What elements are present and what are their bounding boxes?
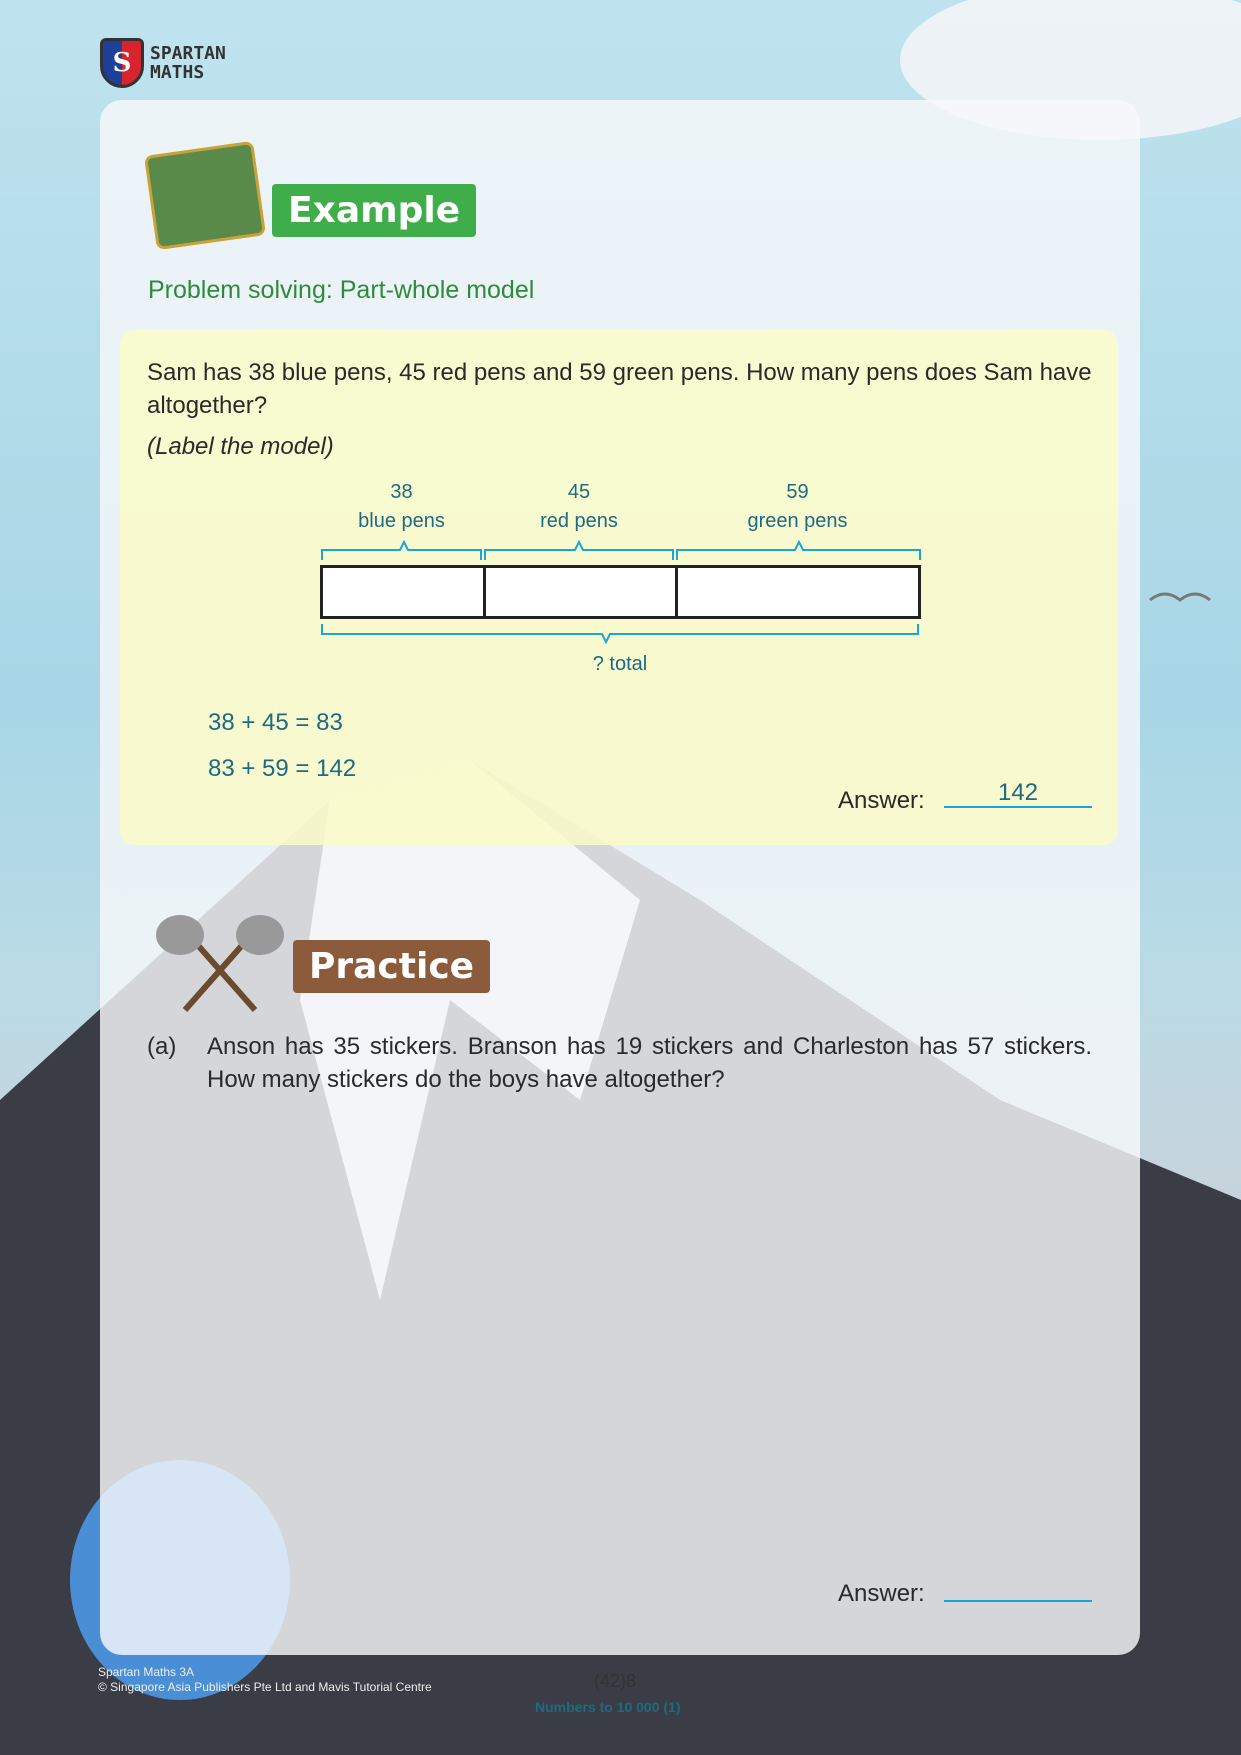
practice-question: Anson has 35 stickers. Branson has 19 stickers and Charleston has 57 stickers. How many stickers do the boys have altogether? [207, 1033, 1092, 1093]
example-subtitle: Problem solving: Part-whole model [148, 276, 535, 304]
practice-item-label: (a) [147, 1033, 177, 1060]
part-label-green: 59 green pens [747, 481, 848, 532]
example-question: Sam has 38 blue pens, 45 red pens and 59 green pens. How many pens does Sam have altogether? [147, 359, 1092, 419]
model-bar-blue [320, 565, 486, 619]
footer-copyright: © Singapore Asia Publishers Pte Ltd and Mavis Tutorial Centre [98, 1680, 432, 1694]
model-bar-green [675, 565, 921, 619]
footer-book: Spartan Maths 3A [98, 1665, 195, 1679]
total-label: ? total [592, 653, 648, 675]
shield-icon: S [100, 38, 144, 88]
part-label-blue: 38 blue pens [358, 481, 445, 532]
example-answer-value: 142 [997, 779, 1039, 806]
part-label-red: 45 red pens [540, 481, 618, 532]
page-number: (42)8 [594, 1671, 637, 1691]
chapter-title: Numbers to 10 000 (1) [535, 1699, 681, 1715]
spartan-maths-logo [100, 38, 226, 88]
example-instruction: (Label the model) [147, 433, 334, 460]
model-bar-red [483, 565, 678, 619]
working-line-2: 83 + 59 = 142 [208, 755, 357, 782]
book-icon [144, 141, 266, 250]
example-badge: Example [272, 184, 476, 237]
practice-badge: Practice [293, 940, 490, 993]
crossed-axes-icon [150, 905, 290, 1015]
practice-answer-field[interactable] [944, 1600, 1092, 1602]
logo-line1: SPARTAN [150, 43, 226, 64]
practice-answer-label: Answer: [838, 1580, 925, 1607]
example-answer-label: Answer: [838, 787, 925, 814]
working-line-1: 38 + 45 = 83 [208, 709, 343, 736]
logo-line2: MATHS [150, 62, 205, 83]
